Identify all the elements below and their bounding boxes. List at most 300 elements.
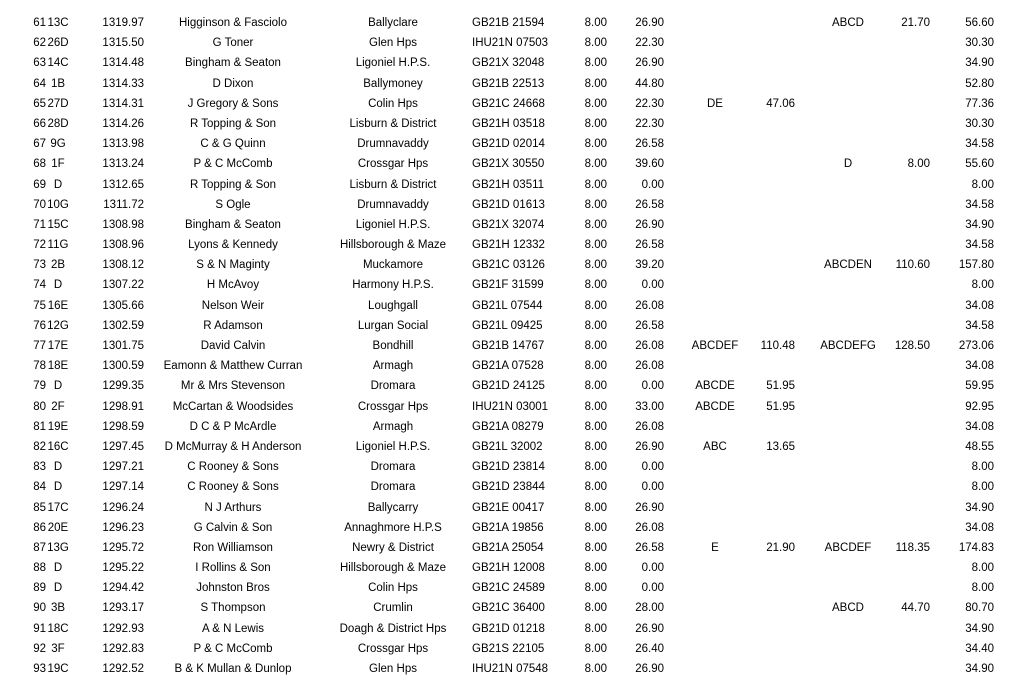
section-cell: 1B bbox=[50, 77, 66, 90]
ring-number-cell: IHU21N 03001 bbox=[472, 400, 549, 413]
table-row bbox=[0, 134, 1017, 154]
table-row bbox=[0, 275, 1017, 295]
position-cell: 77 bbox=[33, 340, 46, 352]
ring-number-cell: GB21B 14767 bbox=[472, 340, 545, 352]
section-cell: 19C bbox=[47, 663, 69, 675]
ring-number-cell: IHU21N 07503 bbox=[472, 37, 549, 50]
position-cell: 91 bbox=[33, 622, 46, 635]
total-cell: 34.08 bbox=[965, 521, 994, 534]
table-row bbox=[0, 336, 1017, 356]
entry-cell: 8.00 bbox=[584, 57, 607, 70]
pool1-amount-cell: 21.90 bbox=[766, 541, 795, 554]
club-cell: Dromara bbox=[370, 461, 416, 474]
table-row bbox=[0, 255, 1017, 275]
entry-cell: 8.00 bbox=[584, 178, 607, 191]
section-cell: 12G bbox=[47, 319, 69, 332]
pool2-amount-cell: 128.50 bbox=[894, 340, 930, 352]
member-name-cell: S Ogle bbox=[215, 198, 251, 211]
table-row bbox=[0, 558, 1017, 578]
section-cell: 9G bbox=[50, 138, 66, 151]
pool1-code-cell: ABC bbox=[703, 440, 727, 453]
section-cell: 17E bbox=[47, 340, 69, 352]
entry-cell: 8.00 bbox=[584, 521, 607, 534]
pool2-amount-cell: 8.00 bbox=[907, 158, 930, 171]
velocity-cell: 1308.98 bbox=[102, 218, 144, 231]
club-cell: Loughgall bbox=[368, 299, 418, 312]
entry-cell: 8.00 bbox=[584, 97, 607, 110]
ring-number-cell: GB21D 02014 bbox=[472, 138, 545, 151]
position-cell: 92 bbox=[33, 642, 46, 655]
pool2-code-cell: ABCDEN bbox=[824, 259, 872, 272]
position-cell: 83 bbox=[33, 461, 46, 474]
section-cell: 11G bbox=[47, 239, 69, 252]
velocity-cell: 1295.72 bbox=[102, 541, 144, 554]
ring-number-cell: GB21H 03518 bbox=[472, 117, 545, 130]
ring-number-cell: GB21X 30550 bbox=[472, 158, 545, 171]
pool1-amount-cell: 13.65 bbox=[766, 440, 795, 453]
prize-cell: 0.00 bbox=[641, 380, 664, 393]
member-name-cell: D McMurray & H Anderson bbox=[164, 440, 302, 453]
club-cell: Ligoniel H.P.S. bbox=[355, 440, 431, 453]
velocity-cell: 1300.59 bbox=[102, 360, 144, 373]
prize-cell: 22.30 bbox=[635, 97, 664, 110]
velocity-cell: 1292.83 bbox=[102, 642, 144, 655]
position-cell: 81 bbox=[33, 420, 46, 433]
prize-cell: 26.90 bbox=[635, 218, 664, 231]
velocity-cell: 1297.21 bbox=[102, 461, 144, 474]
entry-cell: 8.00 bbox=[584, 279, 607, 292]
entry-cell: 8.00 bbox=[584, 642, 607, 655]
member-name-cell: P & C McComb bbox=[193, 158, 273, 171]
position-cell: 62 bbox=[33, 37, 46, 50]
total-cell: 157.80 bbox=[958, 259, 994, 272]
velocity-cell: 1305.66 bbox=[102, 299, 144, 312]
member-name-cell: A & N Lewis bbox=[202, 622, 264, 635]
velocity-cell: 1313.98 bbox=[102, 138, 144, 151]
club-cell: Ballyclare bbox=[368, 17, 418, 29]
table-row bbox=[0, 578, 1017, 598]
ring-number-cell: GB21C 24668 bbox=[472, 97, 545, 110]
pool2-code-cell: D bbox=[843, 158, 853, 171]
prize-cell: 44.80 bbox=[635, 77, 664, 90]
total-cell: 48.55 bbox=[965, 440, 994, 453]
total-cell: 8.00 bbox=[971, 582, 994, 595]
position-cell: 86 bbox=[33, 521, 46, 534]
position-cell: 64 bbox=[33, 77, 46, 90]
total-cell: 8.00 bbox=[971, 279, 994, 292]
total-cell: 30.30 bbox=[965, 37, 994, 50]
member-name-cell: S & N Maginty bbox=[196, 259, 270, 272]
total-cell: 34.08 bbox=[965, 360, 994, 373]
position-cell: 72 bbox=[33, 239, 46, 252]
member-name-cell: Nelson Weir bbox=[201, 299, 265, 312]
table-row bbox=[0, 538, 1017, 558]
position-cell: 89 bbox=[33, 582, 46, 595]
ring-number-cell: IHU21N 07548 bbox=[472, 663, 549, 675]
position-cell: 80 bbox=[33, 400, 46, 413]
pool2-code-cell: ABCDEFG bbox=[820, 340, 876, 352]
pool1-amount-cell: 51.95 bbox=[766, 400, 795, 413]
pool1-amount-cell: 110.48 bbox=[760, 340, 795, 352]
club-cell: Crossgar Hps bbox=[357, 642, 429, 655]
entry-cell: 8.00 bbox=[584, 319, 607, 332]
prize-cell: 22.30 bbox=[635, 37, 664, 50]
pool1-code-cell: ABCDEF bbox=[691, 340, 739, 352]
section-cell: 13C bbox=[47, 17, 69, 29]
member-name-cell: Higginson & Fasciolo bbox=[178, 17, 288, 29]
club-cell: Lurgan Social bbox=[357, 319, 429, 332]
prize-cell: 26.58 bbox=[635, 541, 664, 554]
section-cell: 16E bbox=[47, 299, 69, 312]
table-row bbox=[0, 376, 1017, 396]
club-cell: Crossgar Hps bbox=[357, 158, 429, 171]
total-cell: 34.08 bbox=[965, 420, 994, 433]
entry-cell: 8.00 bbox=[584, 481, 607, 494]
velocity-cell: 1298.91 bbox=[102, 400, 144, 413]
total-cell: 30.30 bbox=[965, 117, 994, 130]
position-cell: 73 bbox=[33, 259, 46, 272]
pool2-code-cell: ABCDEF bbox=[824, 541, 872, 554]
velocity-cell: 1313.24 bbox=[102, 158, 144, 171]
section-cell: D bbox=[53, 481, 63, 494]
position-cell: 74 bbox=[33, 279, 46, 292]
entry-cell: 8.00 bbox=[584, 602, 607, 615]
pool2-code-cell: ABCD bbox=[832, 17, 864, 29]
ring-number-cell: GB21D 23814 bbox=[472, 461, 545, 474]
section-cell: D bbox=[53, 380, 63, 393]
ring-number-cell: GB21C 03126 bbox=[472, 259, 545, 272]
velocity-cell: 1299.35 bbox=[102, 380, 144, 393]
table-row bbox=[0, 477, 1017, 497]
section-cell: 1F bbox=[51, 158, 65, 171]
table-row bbox=[0, 195, 1017, 215]
total-cell: 34.58 bbox=[965, 138, 994, 151]
entry-cell: 8.00 bbox=[584, 501, 607, 514]
pool1-amount-cell: 51.95 bbox=[766, 380, 795, 393]
prize-cell: 26.58 bbox=[635, 198, 664, 211]
club-cell: Armagh bbox=[372, 420, 414, 433]
section-cell: 18E bbox=[47, 360, 69, 373]
entry-cell: 8.00 bbox=[584, 380, 607, 393]
member-name-cell: D C & P McArdle bbox=[189, 420, 277, 433]
club-cell: Colin Hps bbox=[368, 97, 418, 110]
total-cell: 34.40 bbox=[965, 642, 994, 655]
section-cell: D bbox=[53, 279, 63, 292]
entry-cell: 8.00 bbox=[584, 37, 607, 50]
velocity-cell: 1319.97 bbox=[102, 17, 144, 29]
table-row bbox=[0, 659, 1017, 679]
club-cell: Lisburn & District bbox=[349, 117, 437, 130]
prize-cell: 26.90 bbox=[635, 57, 664, 70]
member-name-cell: Ron Williamson bbox=[193, 541, 273, 554]
club-cell: Glen Hps bbox=[369, 37, 417, 50]
total-cell: 34.90 bbox=[965, 218, 994, 231]
prize-cell: 26.90 bbox=[635, 501, 664, 514]
section-cell: 2F bbox=[51, 400, 65, 413]
club-cell: Hillsborough & Maze bbox=[339, 562, 447, 575]
ring-number-cell: GB21H 12332 bbox=[472, 239, 545, 252]
velocity-cell: 1296.24 bbox=[102, 501, 144, 514]
ring-number-cell: GB21X 32074 bbox=[472, 218, 545, 231]
velocity-cell: 1308.12 bbox=[102, 259, 144, 272]
member-name-cell: G Calvin & Son bbox=[193, 521, 273, 534]
prize-cell: 22.30 bbox=[635, 117, 664, 130]
position-cell: 71 bbox=[33, 218, 46, 231]
ring-number-cell: GB21C 36400 bbox=[472, 602, 545, 615]
section-cell: 27D bbox=[47, 97, 69, 110]
table-row bbox=[0, 457, 1017, 477]
member-name-cell: P & C McComb bbox=[193, 642, 273, 655]
club-cell: Crossgar Hps bbox=[357, 400, 429, 413]
pool1-code-cell: DE bbox=[707, 97, 723, 110]
section-cell: 3F bbox=[51, 642, 65, 655]
section-cell: 3B bbox=[50, 602, 66, 615]
position-cell: 69 bbox=[33, 178, 46, 191]
entry-cell: 8.00 bbox=[584, 299, 607, 312]
table-row bbox=[0, 437, 1017, 457]
member-name-cell: S Thompson bbox=[200, 602, 266, 615]
velocity-cell: 1314.48 bbox=[102, 57, 144, 70]
member-name-cell: R Topping & Son bbox=[189, 117, 277, 130]
club-cell: Glen Hps bbox=[369, 663, 417, 675]
ring-number-cell: GB21A 19856 bbox=[472, 521, 544, 534]
entry-cell: 8.00 bbox=[584, 17, 607, 29]
position-cell: 67 bbox=[33, 138, 46, 151]
velocity-cell: 1298.59 bbox=[102, 420, 144, 433]
member-name-cell: Bingham & Seaton bbox=[185, 218, 281, 231]
ring-number-cell: GB21D 01613 bbox=[472, 198, 545, 211]
total-cell: 52.80 bbox=[965, 77, 994, 90]
velocity-cell: 1307.22 bbox=[102, 279, 144, 292]
prize-cell: 0.00 bbox=[641, 461, 664, 474]
pool2-amount-cell: 44.70 bbox=[901, 602, 930, 615]
club-cell: Bondhill bbox=[372, 340, 414, 352]
ring-number-cell: GB21A 08279 bbox=[472, 420, 544, 433]
ring-number-cell: GB21B 21594 bbox=[472, 17, 545, 29]
velocity-cell: 1297.45 bbox=[102, 440, 144, 453]
club-cell: Armagh bbox=[372, 360, 414, 373]
velocity-cell: 1294.42 bbox=[102, 582, 144, 595]
table-row bbox=[0, 114, 1017, 134]
member-name-cell: D Dixon bbox=[212, 77, 254, 90]
total-cell: 34.90 bbox=[965, 622, 994, 635]
total-cell: 174.83 bbox=[958, 541, 994, 554]
total-cell: 34.58 bbox=[965, 198, 994, 211]
velocity-cell: 1295.22 bbox=[102, 562, 144, 575]
pool2-code-cell: ABCD bbox=[832, 602, 864, 615]
table-row bbox=[0, 53, 1017, 73]
ring-number-cell: GB21H 03511 bbox=[472, 178, 545, 191]
table-row bbox=[0, 619, 1017, 639]
club-cell: Ligoniel H.P.S. bbox=[355, 57, 431, 70]
velocity-cell: 1296.23 bbox=[102, 521, 144, 534]
prize-cell: 26.58 bbox=[635, 138, 664, 151]
entry-cell: 8.00 bbox=[584, 541, 607, 554]
table-row bbox=[0, 13, 1017, 33]
pool2-amount-cell: 21.70 bbox=[901, 17, 930, 29]
prize-cell: 26.90 bbox=[635, 17, 664, 29]
velocity-cell: 1312.65 bbox=[102, 178, 144, 191]
section-cell: 18C bbox=[47, 622, 69, 635]
ring-number-cell: GB21B 22513 bbox=[472, 77, 545, 90]
position-cell: 87 bbox=[33, 541, 46, 554]
prize-cell: 33.00 bbox=[635, 400, 664, 413]
club-cell: Hillsborough & Maze bbox=[339, 239, 447, 252]
velocity-cell: 1315.50 bbox=[102, 37, 144, 50]
position-cell: 75 bbox=[33, 299, 46, 312]
prize-cell: 0.00 bbox=[641, 279, 664, 292]
position-cell: 63 bbox=[33, 57, 46, 70]
section-cell: 15C bbox=[47, 218, 69, 231]
position-cell: 85 bbox=[33, 501, 46, 514]
total-cell: 34.58 bbox=[965, 319, 994, 332]
pool2-amount-cell: 118.35 bbox=[895, 541, 930, 554]
prize-cell: 39.60 bbox=[635, 158, 664, 171]
club-cell: Lisburn & District bbox=[349, 178, 437, 191]
ring-number-cell: GB21E 00417 bbox=[472, 501, 545, 514]
entry-cell: 8.00 bbox=[584, 440, 607, 453]
velocity-cell: 1292.52 bbox=[102, 663, 144, 675]
member-name-cell: H McAvoy bbox=[206, 279, 260, 292]
total-cell: 92.95 bbox=[965, 400, 994, 413]
ring-number-cell: GB21A 07528 bbox=[472, 360, 544, 373]
section-cell: 14C bbox=[47, 57, 69, 70]
prize-cell: 26.08 bbox=[635, 299, 664, 312]
table-row bbox=[0, 518, 1017, 538]
table-row bbox=[0, 154, 1017, 174]
velocity-cell: 1314.31 bbox=[102, 97, 144, 110]
club-cell: Ballycarry bbox=[367, 501, 419, 514]
position-cell: 76 bbox=[33, 319, 46, 332]
member-name-cell: J Gregory & Sons bbox=[187, 97, 279, 110]
velocity-cell: 1314.26 bbox=[102, 117, 144, 130]
club-cell: Newry & District bbox=[352, 541, 434, 554]
ring-number-cell: GB21D 01218 bbox=[472, 622, 545, 635]
velocity-cell: 1302.59 bbox=[102, 319, 144, 332]
pool1-code-cell: E bbox=[711, 541, 719, 554]
club-cell: Ballymoney bbox=[363, 77, 423, 90]
total-cell: 77.36 bbox=[965, 97, 994, 110]
total-cell: 34.90 bbox=[965, 57, 994, 70]
club-cell: Annaghmore H.P.S bbox=[344, 521, 442, 534]
table-row bbox=[0, 296, 1017, 316]
table-row bbox=[0, 498, 1017, 518]
results-table bbox=[0, 13, 1017, 679]
member-name-cell: C Rooney & Sons bbox=[187, 461, 279, 474]
section-cell: 10G bbox=[47, 198, 69, 211]
velocity-cell: 1311.72 bbox=[103, 198, 144, 211]
section-cell: 13G bbox=[47, 541, 69, 554]
position-cell: 90 bbox=[33, 602, 46, 615]
club-cell: Harmony H.P.S. bbox=[352, 279, 434, 292]
total-cell: 34.90 bbox=[965, 663, 994, 675]
section-cell: 28D bbox=[47, 117, 69, 130]
ring-number-cell: GB21A 25054 bbox=[472, 541, 544, 554]
prize-cell: 26.58 bbox=[635, 319, 664, 332]
velocity-cell: 1292.93 bbox=[102, 622, 144, 635]
total-cell: 8.00 bbox=[971, 481, 994, 494]
entry-cell: 8.00 bbox=[584, 198, 607, 211]
table-row bbox=[0, 33, 1017, 53]
pool1-code-cell: ABCDE bbox=[695, 380, 735, 393]
section-cell: 19E bbox=[47, 420, 69, 433]
member-name-cell: I Rollins & Son bbox=[195, 562, 271, 575]
position-cell: 78 bbox=[33, 360, 46, 373]
club-cell: Doagh & District Hps bbox=[339, 622, 447, 635]
prize-cell: 39.20 bbox=[635, 259, 664, 272]
table-row bbox=[0, 235, 1017, 255]
ring-number-cell: GB21X 32048 bbox=[472, 57, 545, 70]
section-cell: D bbox=[53, 562, 63, 575]
position-cell: 84 bbox=[33, 481, 46, 494]
prize-cell: 0.00 bbox=[641, 582, 664, 595]
prize-cell: 26.90 bbox=[635, 622, 664, 635]
entry-cell: 8.00 bbox=[584, 340, 607, 352]
member-name-cell: G Toner bbox=[212, 37, 254, 50]
total-cell: 34.58 bbox=[965, 239, 994, 252]
pool2-amount-cell: 110.60 bbox=[895, 259, 930, 272]
table-row bbox=[0, 397, 1017, 417]
entry-cell: 8.00 bbox=[584, 158, 607, 171]
position-cell: 66 bbox=[33, 117, 46, 130]
position-cell: 70 bbox=[33, 198, 46, 211]
member-name-cell: B & K Mullan & Dunlop bbox=[174, 663, 292, 675]
member-name-cell: Johnston Bros bbox=[196, 582, 270, 595]
member-name-cell: Lyons & Kennedy bbox=[188, 239, 278, 252]
member-name-cell: N J Arthurs bbox=[204, 501, 262, 514]
position-cell: 68 bbox=[33, 158, 46, 171]
ring-number-cell: GB21D 24125 bbox=[472, 380, 545, 393]
entry-cell: 8.00 bbox=[584, 259, 607, 272]
velocity-cell: 1297.14 bbox=[102, 481, 144, 494]
total-cell: 8.00 bbox=[971, 461, 994, 474]
section-cell: D bbox=[53, 582, 63, 595]
total-cell: 55.60 bbox=[965, 158, 994, 171]
table-row bbox=[0, 175, 1017, 195]
velocity-cell: 1293.17 bbox=[102, 602, 144, 615]
prize-cell: 26.58 bbox=[635, 239, 664, 252]
entry-cell: 8.00 bbox=[584, 77, 607, 90]
member-name-cell: Bingham & Seaton bbox=[185, 57, 281, 70]
total-cell: 56.60 bbox=[965, 17, 994, 29]
club-cell: Colin Hps bbox=[368, 582, 418, 595]
section-cell: 17C bbox=[47, 501, 69, 514]
member-name-cell: McCartan & Woodsides bbox=[172, 400, 294, 413]
total-cell: 80.70 bbox=[965, 602, 994, 615]
club-cell: Dromara bbox=[370, 380, 416, 393]
entry-cell: 8.00 bbox=[584, 239, 607, 252]
entry-cell: 8.00 bbox=[584, 663, 607, 675]
member-name-cell: David Calvin bbox=[200, 340, 266, 352]
position-cell: 93 bbox=[33, 663, 46, 675]
prize-cell: 26.40 bbox=[635, 642, 664, 655]
table-row bbox=[0, 316, 1017, 336]
prize-cell: 26.08 bbox=[635, 340, 664, 352]
section-cell: 2B bbox=[50, 259, 66, 272]
velocity-cell: 1314.33 bbox=[102, 77, 144, 90]
entry-cell: 8.00 bbox=[584, 218, 607, 231]
table-row bbox=[0, 356, 1017, 376]
prize-cell: 26.08 bbox=[635, 521, 664, 534]
prize-cell: 28.00 bbox=[635, 602, 664, 615]
prize-cell: 26.90 bbox=[635, 663, 664, 675]
prize-cell: 0.00 bbox=[641, 178, 664, 191]
position-cell: 61 bbox=[33, 17, 46, 29]
ring-number-cell: GB21L 07544 bbox=[472, 299, 543, 312]
section-cell: 20E bbox=[47, 521, 69, 534]
member-name-cell: Mr & Mrs Stevenson bbox=[180, 380, 286, 393]
table-row bbox=[0, 639, 1017, 659]
